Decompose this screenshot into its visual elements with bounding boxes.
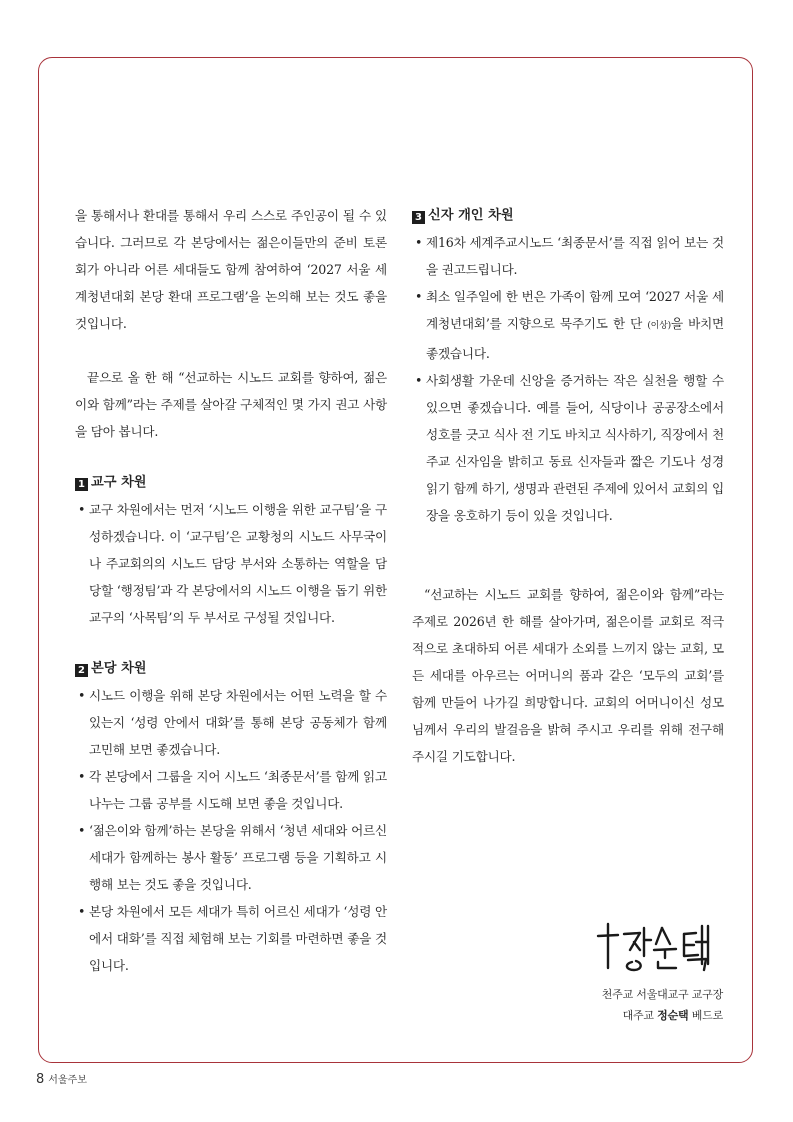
left-column (75, 202, 387, 979)
bullet-list (75, 682, 387, 979)
list-item: • 제16차 세계주교시노드 ‘최종문서’를 직접 읽어 보는 것을 권고드립니다. (412, 229, 724, 283)
small-note: (이상) (647, 321, 671, 331)
section-heading (75, 655, 387, 682)
author-block (602, 984, 723, 1026)
author-baptismal-name: 베드로 (688, 1009, 723, 1022)
right-column (412, 202, 724, 770)
final-paragraph: “선교하는 시노드 교회를 향하여, 젊은이와 함께”라는 주제로 2026년 한 해를 살아가며, 젊은이를 교회로 적극적으로 초대하되 어른 세대가 소외를 느끼지 않는 교회, 모든 세대를 아우르는 어머니의 품과 같은 ‘모두의 교회’를 함께 만들어 나가길 희망합니다. 교회의 어머니이신 성모님께서 우리의 발걸음을 밝혀 주시고 우리를 위해 전구해 주시길 기도합니다. (412, 587, 724, 764)
list-item (412, 283, 724, 367)
section-title: 본당 차원 (91, 661, 147, 676)
author-title: 천주교 서울대교구 교구장 (601, 988, 723, 1001)
list-item: • 시노드 이행을 위해 본당 차원에서는 어떤 노력을 할 수 있는지 ‘성령 안에서 대화’를 통해 본당 공동체가 함께 고민해 보면 좋겠습니다. (75, 682, 387, 763)
section-number-badge: 3 (412, 211, 425, 224)
section-heading (412, 202, 724, 229)
list-item: • ‘젊은이와 함께’하는 본당을 위해서 ‘청년 세대와 어르신 세대가 함께하는 봉사 활동’ 프로그램 등을 기획하고 시행해 보는 것도 좋을 것입니다. (75, 817, 387, 898)
bullet-list (412, 229, 724, 529)
page-footer (36, 1071, 87, 1087)
section-heading (75, 469, 387, 496)
list-item: • 본당 차원에서 모든 세대가 특히 어르신 세대가 ‘성령 안에서 대화’를 직접 체험해 보는 기회를 마련하면 좋을 것입니다. (75, 898, 387, 979)
section-number-badge: 2 (75, 664, 88, 677)
author-name-line (602, 1005, 723, 1026)
handwritten-signature (596, 920, 726, 972)
section-title: 교구 차원 (91, 475, 147, 490)
list-item-tail: 을 바치면 좋겠습니다. (426, 316, 725, 361)
list-item-text: 최소 일주일에 한 번은 가족이 함께 모여 ‘2027 서울 세계청년대회’를 지향으로 묵주기도 한 단 (426, 289, 724, 331)
page-number: 8 (36, 1072, 45, 1087)
section-individual (412, 202, 724, 529)
list-item: • 각 본당에서 그룹을 지어 시노드 ‘최종문서’를 함께 읽고 나누는 그룹 공부를 시도해 보면 좋을 것입니다. (75, 763, 387, 817)
author-rank: 대주교 (622, 1009, 658, 1022)
closing-paragraph: 끝으로 올 한 해 “선교하는 시노드 교회를 향하여, 젊은이와 함께”라는 주제를 살아갈 구체적인 몇 가지 권고 사항을 담아 봅니다. (75, 370, 387, 439)
author-name: 정순택 (657, 1009, 689, 1022)
bullet-list (75, 496, 387, 631)
section-title: 신자 개인 차원 (428, 208, 514, 223)
list-item: • 사회생활 가운데 신앙을 증거하는 작은 실천을 행할 수 있으면 좋겠습니다. 예를 들어, 식당이나 공공장소에서 성호를 긋고 식사 전 기도 바치고 식사하기, 직장에서 천주교 신자임을 밝히고 동료 신자들과 짧은 기도나 성경 읽기 함께 하기, 생명과 관련된 주제에 있어서 교회의 입장을 옹호하기 등이 있을 것입니다. (412, 367, 724, 529)
section-parish (75, 655, 387, 979)
list-item: • 교구 차원에서는 먼저 ‘시노드 이행을 위한 교구팀’을 구성하겠습니다. 이 ‘교구팀’은 교황청의 시노드 사무국이나 주교회의의 시노드 담당 부서와 소통하는 역할을 담당할 ‘행정팀’과 각 본당에서의 시노드 이행을 돕기 위한 교구의 ‘사목팀’의 두 부서로 구성될 것입니다. (75, 496, 387, 631)
section-number-badge: 1 (75, 478, 88, 491)
publication-name: 서울주보 (48, 1075, 87, 1086)
section-diocese (75, 469, 387, 631)
intro-paragraph: 을 통해서나 환대를 통해서 우리 스스로 주인공이 될 수 있습니다. 그러므로 각 본당에서는 젊은이들만의 준비 토론회가 아니라 어른 세대들도 함께 참여하여 ‘2027 서울 세계청년대회 본당 환대 프로그램’을 논의해 보는 것도 좋을 것입니다. (75, 208, 387, 331)
